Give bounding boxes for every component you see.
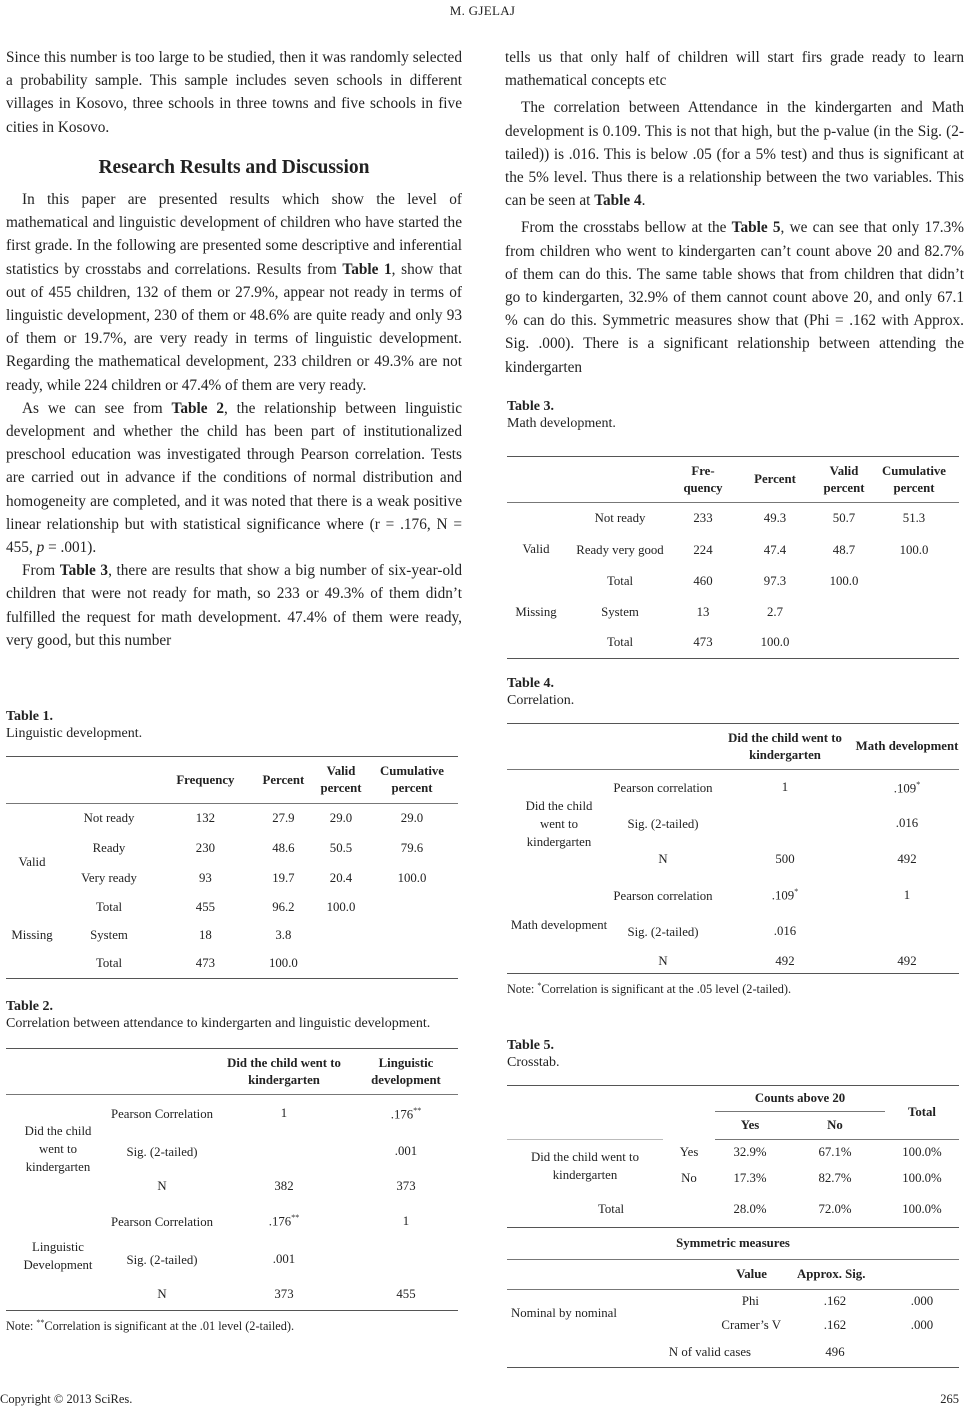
table-label: Table 3.: [507, 399, 554, 414]
col-header: Did the child went to kindergarten: [214, 1049, 354, 1095]
table-row: No 17.3% 82.7% 100.0%: [681, 1171, 942, 1185]
table-row: Did the child went to kindergarten Pearson correlation 1 .109*: [525, 779, 921, 849]
table-row: Missing System 18 3.8: [11, 928, 292, 942]
table-row: Sig. (2-tailed) .016: [627, 924, 797, 939]
table-row: Did the child went to kindergarten Pearson Correlation 1 .176**: [24, 1105, 422, 1174]
table-2: [6, 998, 458, 1334]
table-row: Total 28.0% 72.0% 100.0%: [597, 1201, 942, 1216]
table-row: Nominal by nominal Phi .162 .000: [507, 1290, 959, 1314]
table-1: [6, 708, 458, 979]
paragraph: tells us that only half of children will start firs grade ready to learn mathematical concepts etc: [505, 49, 964, 90]
table-3: [507, 398, 959, 659]
table-row: Ready very good 224 47.4 48.7 100.0: [576, 542, 929, 557]
table-5: [507, 1037, 959, 1368]
paragraph: In this paper are presented results which show the level of mathematical and linguistic development of children who have started the first grade. In the following are presented some descriptive and inferential statistics by crosstabs and correlations. Results from Table 1, show that out of 455 children, 132 of them or 27.9%, appear not ready in terms of linguistic development, 230 of them or 48.6% are quite ready and only 93 of them or 19.7%, are very ready in terms of linguistic development. Regarding the mathematical development, 233 children or 49.3% are not ready, while 224 children or 47.4% of them are very ready.: [6, 191, 462, 394]
col-header: Percent: [731, 457, 819, 503]
paragraph: The correlation between Attendance in the kindergarten and Math development is 0.109. This is not that high, but the p-value (in the Sig. (2-tailed)) is .016. This is below .05 (for a 5% test) and thus is significant at the 5% level. Thus there is a relationship between the two variables. This can be seen at Table 4.: [505, 99, 964, 210]
table-row: N 492 492: [658, 953, 917, 968]
col-header: Yes: [715, 1112, 785, 1140]
col-header: Percent: [251, 757, 316, 804]
col-header: Total: [885, 1086, 959, 1140]
col-header: Valid percent: [819, 457, 869, 503]
table-row: Total 455 96.2 100.0: [95, 900, 356, 914]
table-row: N 373 455: [157, 1286, 416, 1301]
table-label: Table 4.: [507, 676, 554, 691]
col-header: Valid percent: [316, 757, 366, 804]
col-header: Approx. Sig.: [797, 1267, 866, 1281]
table-row: Linguistic Development Pearson Correlation .176** 1: [23, 1213, 410, 1273]
table-row: Valid Not ready 132 27.9 29.0 29.0: [18, 811, 424, 870]
correlation-table: [6, 1048, 458, 1311]
section-heading: Research Results and Discussion: [98, 156, 370, 178]
right-column: [505, 46, 964, 379]
table-caption: Crosstab.: [507, 1055, 560, 1070]
col-header: Linguistic development: [354, 1049, 458, 1095]
col-header: Math development: [855, 724, 959, 770]
col-header: Fre- quency: [675, 457, 731, 503]
table-4: [507, 675, 959, 997]
col-header: No: [785, 1112, 885, 1140]
table-row: Did the child went to kindergarten Yes 32.9% 67.1% 100.0%: [507, 1140, 959, 1166]
col-header: Frequency: [160, 757, 251, 804]
paragraph: From Table 3, there are results that show a big number of six-year-old children that were not ready for math, so 233 or 49.3% of them didn’t fulfilled the request for math development. 47.4% of them were ready, very good, but this number: [6, 562, 462, 649]
math-table: [507, 456, 959, 659]
symmetric-header: Symmetric measures: [507, 1228, 959, 1260]
col-header: Value: [736, 1267, 767, 1281]
table-caption: Math development.: [507, 416, 616, 431]
col-header: Did the child went to kindergarten: [715, 724, 855, 770]
paragraph: Since this number is too large to be studied, then it was randomly selected a probability sample. This sample includes seven schools in different villages in Kosovo, three schools in three towns and five schools in five cities in Kosovo.: [6, 49, 462, 136]
correlation-table: [507, 723, 959, 974]
table-row: Valid Not ready 233 49.3 50.7 51.3: [522, 511, 926, 557]
left-column: [6, 46, 462, 652]
table-row: Math development Pearson correlation .109* 1: [510, 887, 911, 933]
table-row: Cramer’s V .162 .000: [721, 1318, 934, 1332]
col-header: Cumulative percent: [869, 457, 959, 503]
table-row: Total 460 97.3 100.0: [606, 573, 859, 588]
footer-copyright: Copyright © 2013 SciRes.: [0, 1392, 133, 1406]
table-row: N 500 492: [658, 852, 917, 866]
table-label: Table 2.: [6, 999, 53, 1014]
table-row: Ready 230 48.6 50.5 79.6: [92, 841, 424, 855]
table-row: Total 473 100.0: [606, 635, 790, 650]
paragraph: As we can see from Table 2, the relationship between linguistic development and whether the child has been part of institutionalized preschool education was investigated through Pearson correlation. Tests are carried out in advance if the conditions of normal distribution and homogeneity are completed, and it was noted that there is a weak positive linear relationship but with statistical significance where (r = .176, N = 455, p = .001).: [6, 399, 463, 557]
table-row: Sig. (2-tailed) .016: [627, 816, 919, 831]
linguistic-table: [6, 756, 458, 979]
crosstab-table: [507, 1085, 959, 1368]
table-note: Note: *Correlation is significant at the .05 level (2-tailed).: [507, 981, 792, 997]
page-number: 265: [940, 1392, 959, 1406]
table-row: Sig. (2-tailed) .001: [126, 1252, 296, 1267]
paragraph: From the crosstabs bellow at the Table 5, we can see that only 17.3% from children who went to kindergarten can’t count above 20 and 82.7% of them can do this. The same table shows that from children that didn’t go to kindergarten, 32.9% of them cannot count above 20, and only 67.1 % can do this. Symmetric measures show that (Phi = .162 with Approx. Sig. .000). There is a significant relationship between attending the kindergarten: [505, 219, 964, 376]
col-header: Counts above 20: [715, 1086, 885, 1112]
col-header: Cumulative percent: [366, 757, 458, 804]
table-caption: Linguistic development.: [6, 726, 143, 741]
table-caption: Correlation between attendance to kindergarten and linguistic development.: [6, 1016, 431, 1031]
table-row: Total 473 100.0: [95, 956, 298, 971]
table-caption: Correlation.: [507, 693, 575, 708]
table-label: Table 1.: [6, 709, 53, 724]
table-row: Very ready 93 19.7 20.4 100.0: [81, 871, 427, 885]
table-row: Sig. (2-tailed) .001: [126, 1144, 418, 1159]
running-header: M. GJELAJ: [449, 3, 516, 18]
table-row: N of valid cases 496: [507, 1338, 959, 1368]
table-row: N 382 373: [157, 1179, 416, 1193]
table-label: Table 5.: [507, 1038, 554, 1053]
table-note: Note: **Correlation is significant at the .01 level (2-tailed).: [6, 1318, 295, 1334]
table-row: Missing System 13 2.7: [515, 604, 783, 619]
